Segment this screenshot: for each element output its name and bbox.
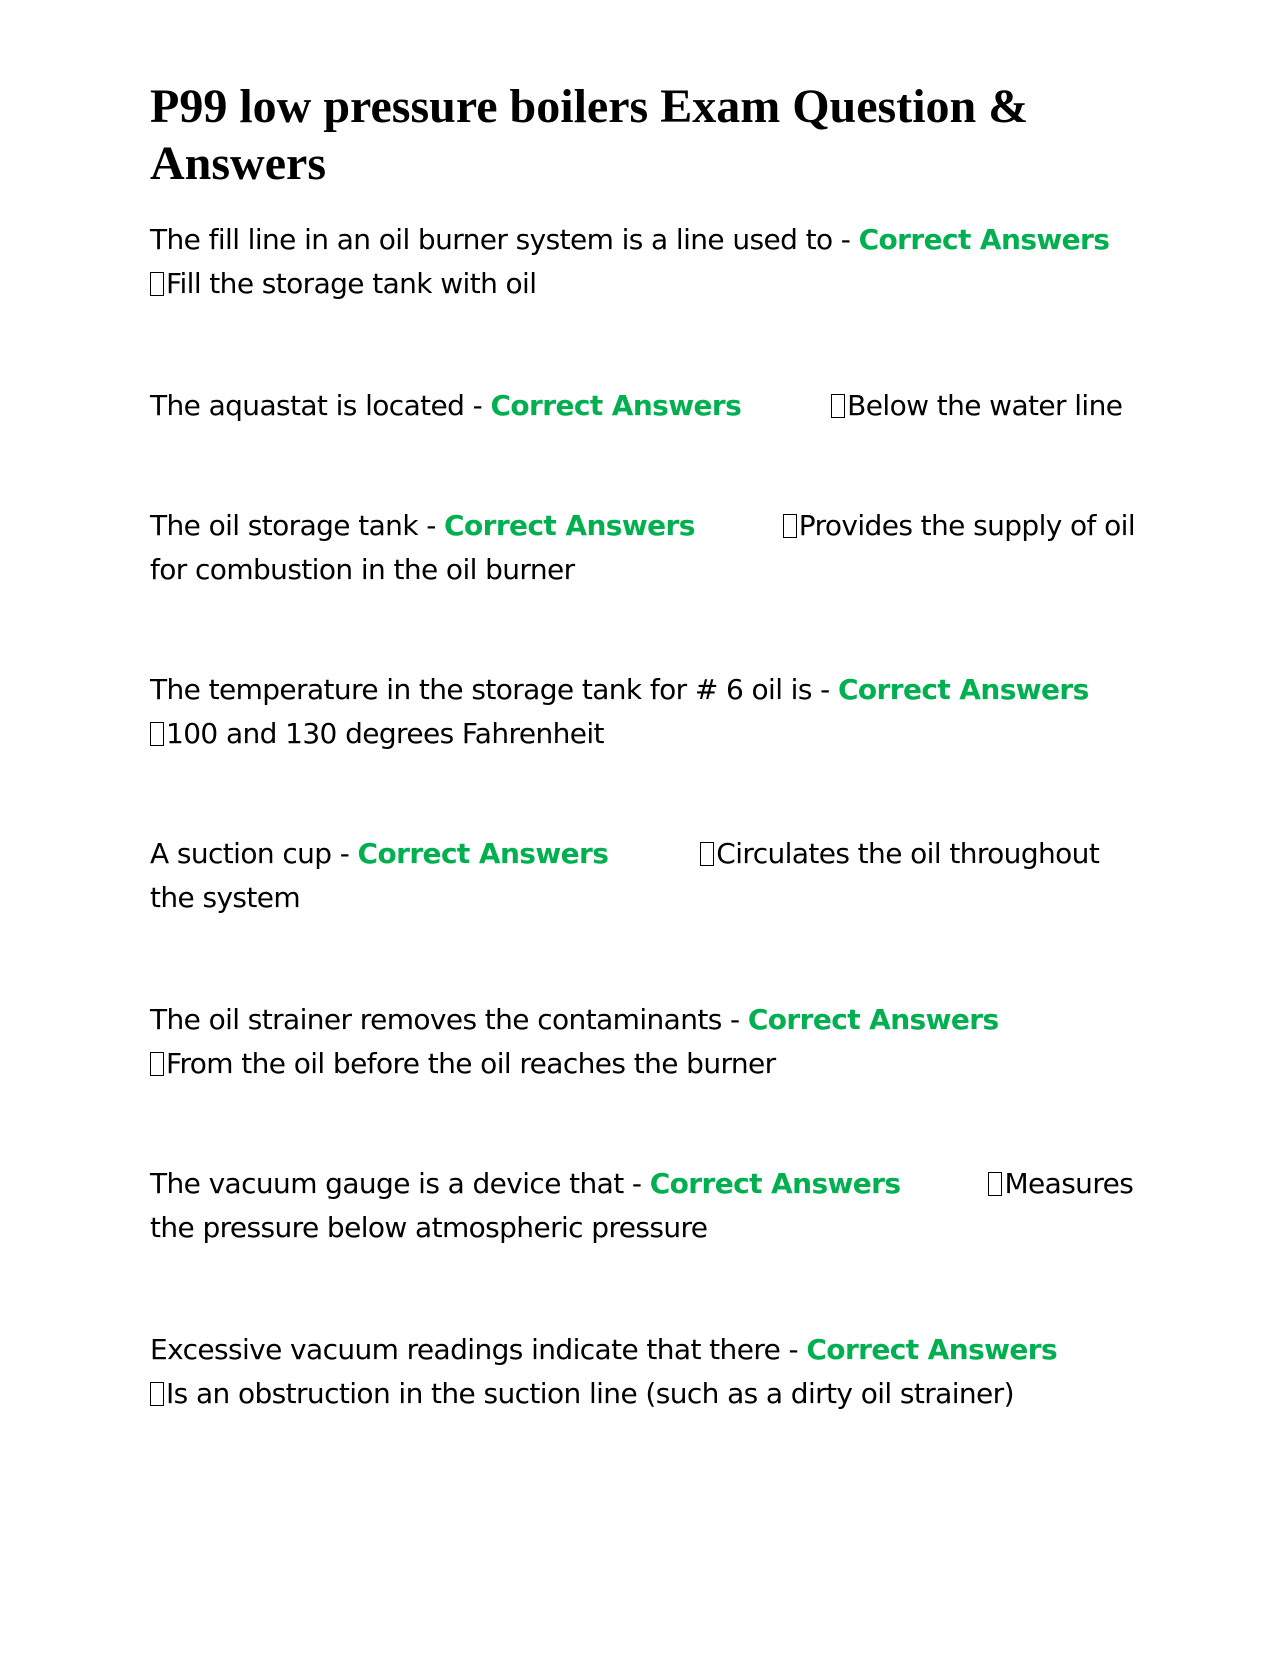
missing-glyph-box-icon — [831, 394, 845, 418]
question-text: The oil strainer removes the contaminants - — [150, 1003, 748, 1036]
correct-answers-label: Correct Answers — [490, 389, 742, 422]
qa-item — [150, 504, 1135, 592]
qa-item — [150, 1162, 1135, 1250]
qa-item — [150, 668, 1135, 756]
page-title: P99 low pressure boilers Exam Question & Answers — [150, 80, 1029, 190]
question-text: The oil storage tank - — [150, 509, 445, 542]
missing-glyph-box-icon — [150, 722, 164, 746]
correct-answers-label: Correct Answers — [837, 673, 1089, 706]
answer-text: Circulates the oil throughout the system — [150, 837, 1100, 914]
answer-text: Is an obstruction in the suction line (such as a dirty oil strainer) — [166, 1377, 1014, 1410]
correct-answers-label: Correct Answers — [806, 1333, 1058, 1366]
correct-answers-label: Correct Answers — [444, 509, 695, 542]
question-text: The vacuum gauge is a device that - — [150, 1167, 650, 1200]
answer-text: 100 and 130 degrees Fahrenheit — [166, 717, 604, 750]
correct-answers-label: Correct Answers — [649, 1167, 901, 1200]
correct-answers-label: Correct Answers — [747, 1003, 999, 1036]
correct-answers-label: Correct Answers — [357, 837, 609, 870]
answer-text: Provides the supply of oil for combustion in the oil burner — [150, 509, 1135, 586]
missing-glyph-box-icon — [783, 514, 797, 538]
answer-text: From the oil before the oil reaches the burner — [166, 1047, 776, 1080]
missing-glyph-box-icon — [150, 1052, 164, 1076]
question-text: A suction cup - — [150, 837, 358, 870]
missing-glyph-box-icon — [150, 1382, 164, 1406]
missing-glyph-box-icon — [150, 272, 164, 296]
question-text: Excessive vacuum readings indicate that there - — [150, 1333, 807, 1366]
correct-answers-label: Correct Answers — [858, 223, 1110, 256]
answer-text: Fill the storage tank with oil — [166, 267, 537, 300]
qa-item — [150, 1328, 1135, 1416]
missing-glyph-box-icon — [988, 1172, 1002, 1196]
qa-item — [150, 998, 1135, 1086]
question-text: The temperature in the storage tank for # 6 oil is - — [150, 673, 838, 706]
missing-glyph-box-icon — [700, 842, 714, 866]
answer-text: Below the water line — [847, 389, 1123, 422]
question-text: The aquastat is located - — [150, 389, 491, 422]
qa-item — [150, 384, 1135, 428]
answer-text: Measures the pressure below atmospheric pressure — [150, 1167, 1134, 1244]
qa-item — [150, 832, 1135, 920]
qa-item — [150, 218, 1135, 306]
question-text: The fill line in an oil burner system is a line used to - — [150, 223, 859, 256]
